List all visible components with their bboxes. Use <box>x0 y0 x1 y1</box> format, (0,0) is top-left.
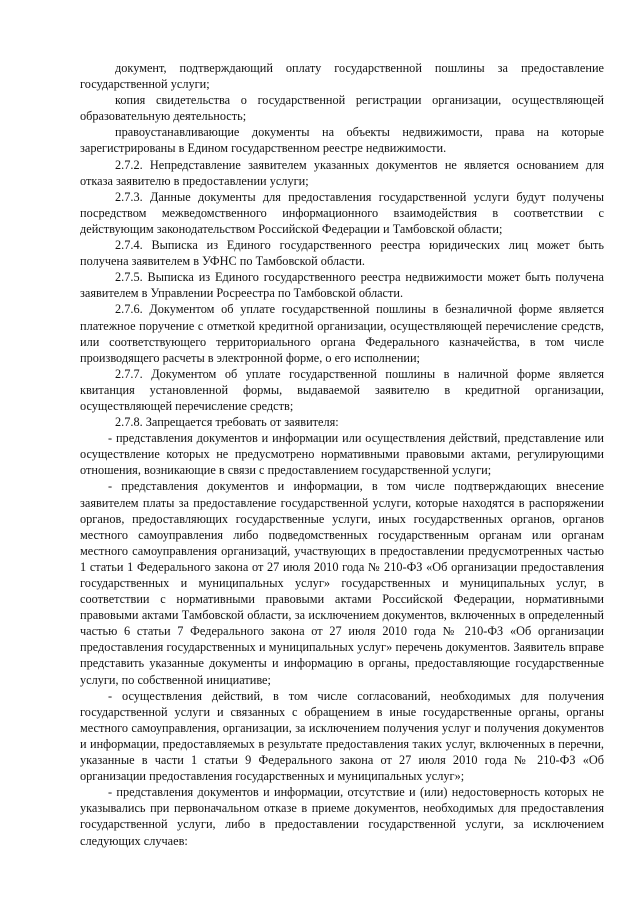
list-item: - представления документов и информации, в том числе подтверждающих внесение заявителем платы за предоставление государственной услуги, которые находятся в распоряжении органов, предоставляющих государственные услуги, иных государственных органов, органов местного самоуправления либо подведомственных государственным органам или органам местного самоуправления организаций, участвующих в предоставлении предусмотренных частью 1 статьи 1 Федерального закона от 27 июля 2010 года № 210-ФЗ «Об организации предоставления государственных и муниципальных услуг» государственных и муниципальных услуг, в соответствии с нормативными правовыми актами Российской Федерации, нормативными правовыми актами Тамбовской области, за исключением документов, включенных в определенный частью 6 статьи 7 Федерального закона от 27 июля 2010 года № 210-ФЗ «Об организации предоставления государственных и муниципальных услуг» перечень документов. Заявитель вправе представить указанные документы и информацию в органы, предоставляющие государственные услуги, по собственной инициативе; <box>80 479 604 687</box>
list-item: - представления документов и информации, отсутствие и (или) недостоверность которых не указывались при первоначальном отказе в приеме документов, необходимых для предоставления государственной услуги, либо в предоставлении государственной услуги, за исключением следующих случаев: <box>80 785 604 848</box>
paragraph: правоустанавливающие документы на объекты недвижимости, права на которые зарегистрированы в Едином государственном реестре недвижимости. <box>80 125 604 156</box>
paragraph: документ, подтверждающий оплату государственной пошлины за предоставление государственной услуги; <box>80 61 604 92</box>
list-item: - осуществления действий, в том числе согласований, необходимых для получения государственной услуги и связанных с обращением в иные государственные органы, органы местного самоуправления, организации, за исключением получения услуг и получения документов и информации, предоставляемых в результате предоставления таких услуг, включенных в перечни, указанные в части 1 статьи 9 Федерального закона от 27 июля 2010 года № 210-ФЗ «Об организации предоставления государственных и муниципальных услуг»; <box>80 688 604 784</box>
paragraph: 2.7.4. Выписка из Единого государственного реестра юридических лиц может быть получена заявителем в УФНС по Тамбовской области. <box>80 238 604 269</box>
list-item: - представления документов и информации или осуществления действий, представление или осуществление которых не предусмотрено нормативными правовыми актами, регулирующими отношения, возникающие в связи с предоставлением государственной услуги; <box>80 431 604 478</box>
paragraph: 2.7.5. Выписка из Единого государственного реестра недвижимости может быть получена заявителем в Управлении Росреестра по Тамбовской области. <box>80 270 604 301</box>
paragraph: 2.7.8. Запрещается требовать от заявителя: <box>115 415 339 430</box>
paragraph: 2.7.6. Документом об уплате государственной пошлины в безналичной форме является платежное поручение с отметкой кредитной организации, осуществляющей перечисление средств, или соответствующего территориального органа Федерального казначейства, в том числе производящего расчеты в электронной форме, о его исполнении; <box>80 302 604 365</box>
paragraph: 2.7.3. Данные документы для предоставления государственной услуги будут получены посредством межведомственного информационного взаимодействия в соответствии с действующим законодательством Российской Федерации и Тамбовской области; <box>80 189 604 236</box>
paragraph: копия свидетельства о государственной регистрации организации, осуществляющей образовательную деятельность; <box>80 93 604 124</box>
paragraph: 2.7.2. Непредставление заявителем указанных документов не является основанием для отказа заявителю в предоставлении услуги; <box>80 157 604 188</box>
paragraph: 2.7.7. Документом об уплате государственной пошлины в наличной форме является квитанция установленной формы, выдаваемой заявителю в кредитной организации, осуществляющей перечисление средств; <box>80 366 604 413</box>
document-body <box>80 60 604 849</box>
